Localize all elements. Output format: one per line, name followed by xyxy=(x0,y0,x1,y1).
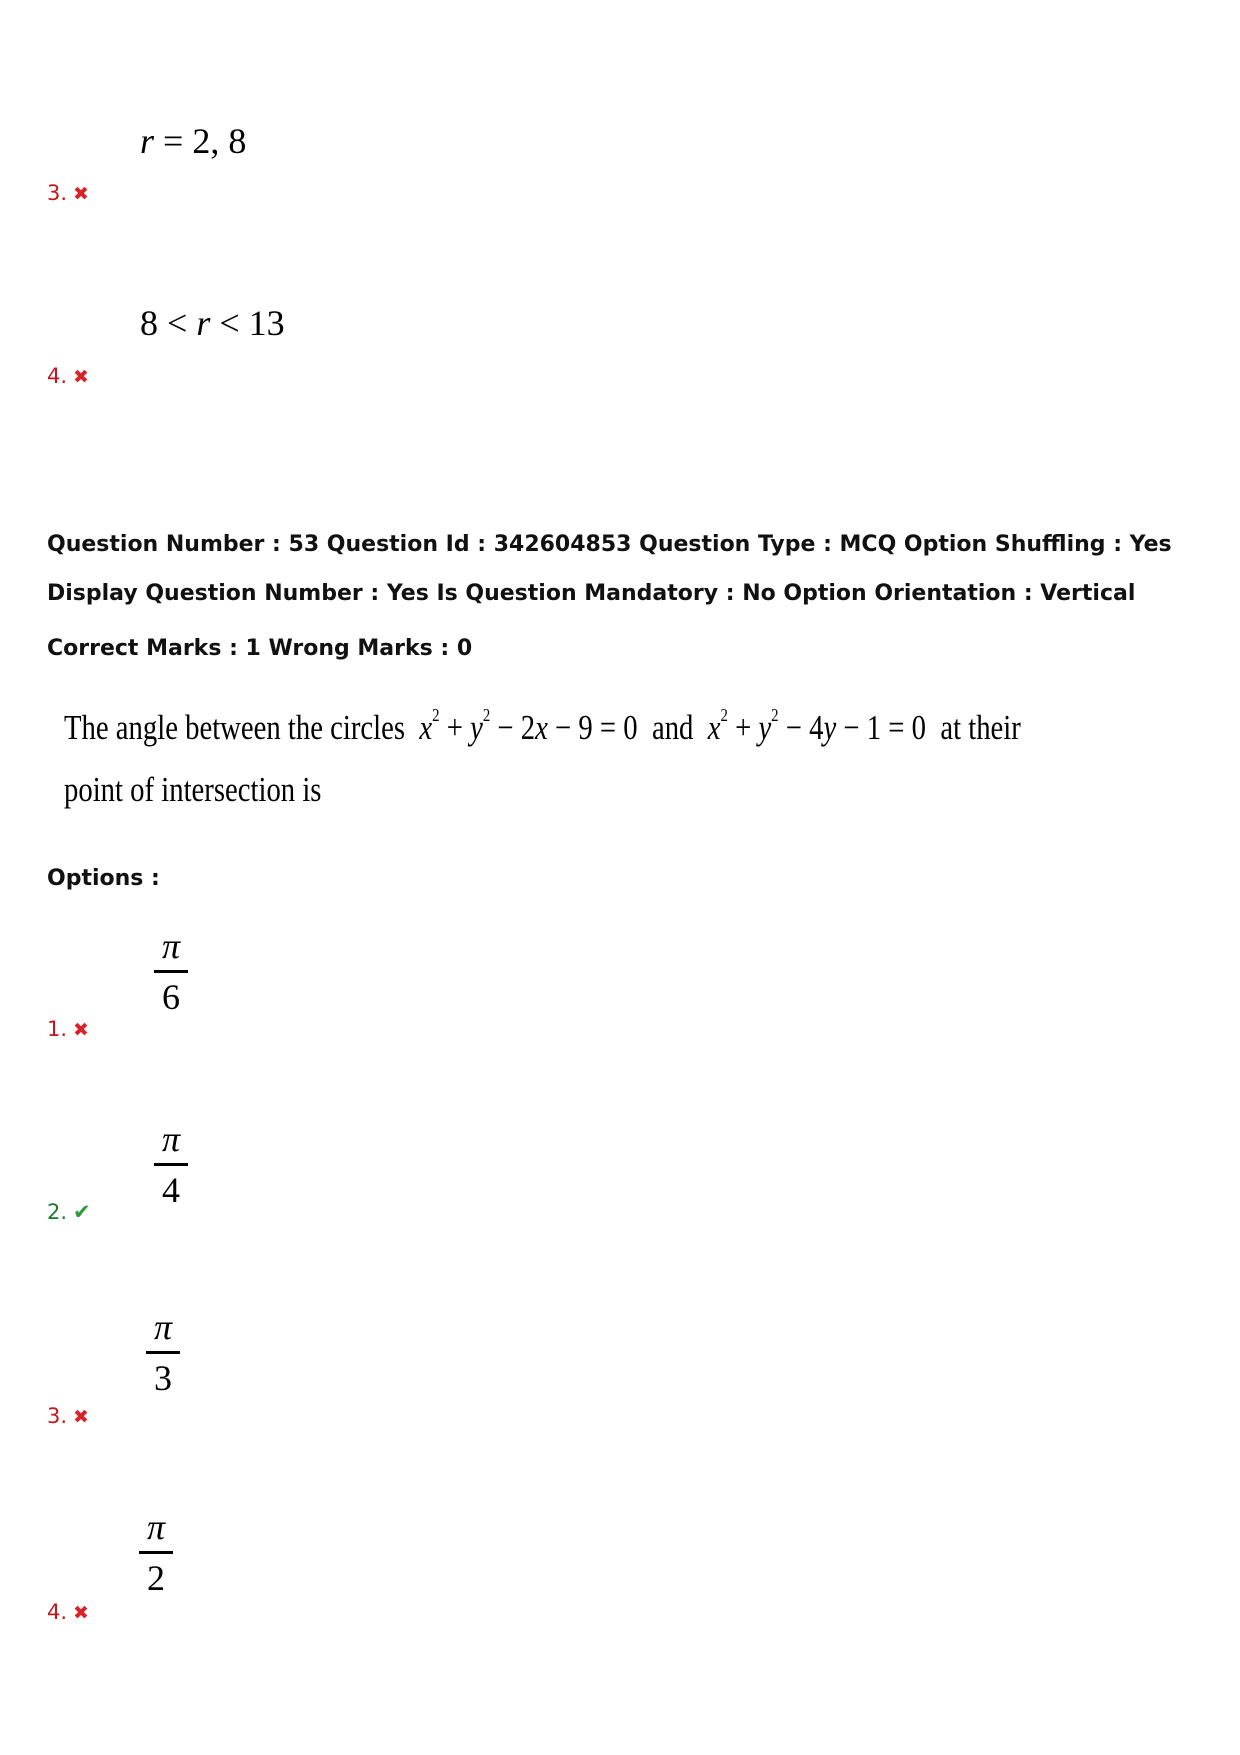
question-text-line-1: The angle between the circles $x^2 + y^2 - 2x - 9 = 0$ and $x^2 + y^2 - 4y - 1 = 0$ at their xyxy=(64,705,1021,747)
prev-option-4-label: 4. ✖ xyxy=(47,364,89,388)
options-heading: Options : xyxy=(47,866,160,891)
question-meta-line-1: Question Number : 53 Question Id : 342604853 Question Type : MCQ Option Shuffling : Yes xyxy=(47,532,1172,557)
cross-icon: ✖ xyxy=(73,1019,89,1041)
option-3-label[interactable]: 3. ✖ xyxy=(47,1404,89,1428)
prev-option-3-expression: r = 2, 8 xyxy=(140,121,247,161)
option-4-fraction: π 2 xyxy=(139,1509,173,1596)
option-2-label[interactable]: 2. ✔ xyxy=(47,1200,91,1224)
option-4-label[interactable]: 4. ✖ xyxy=(47,1600,89,1624)
option-3-fraction: π 3 xyxy=(146,1309,180,1396)
cross-icon: ✖ xyxy=(73,1406,89,1428)
option-2-fraction: π 4 xyxy=(154,1121,188,1208)
option-1-fraction: π 6 xyxy=(154,928,188,1015)
question-text-line-2: point of intersection is xyxy=(64,770,322,809)
question-meta-line-2: Display Question Number : Yes Is Question Mandatory : No Option Orientation : Vertical xyxy=(47,581,1136,606)
question-meta-line-3: Correct Marks : 1 Wrong Marks : 0 xyxy=(47,636,473,661)
option-1-label[interactable]: 1. ✖ xyxy=(47,1017,89,1041)
cross-icon: ✖ xyxy=(73,1602,89,1624)
prev-option-4-expression: 8 < r < 13 xyxy=(140,303,285,343)
check-icon: ✔ xyxy=(73,1200,91,1224)
cross-icon: ✖ xyxy=(73,366,89,388)
cross-icon: ✖ xyxy=(73,183,89,205)
equation-1: $x^2 + y^2 - 2x - 9 = 0$ xyxy=(419,705,638,747)
prev-option-3-label: 3. ✖ xyxy=(47,181,89,205)
equation-2: $x^2 + y^2 - 4y - 1 = 0$ xyxy=(707,705,926,747)
